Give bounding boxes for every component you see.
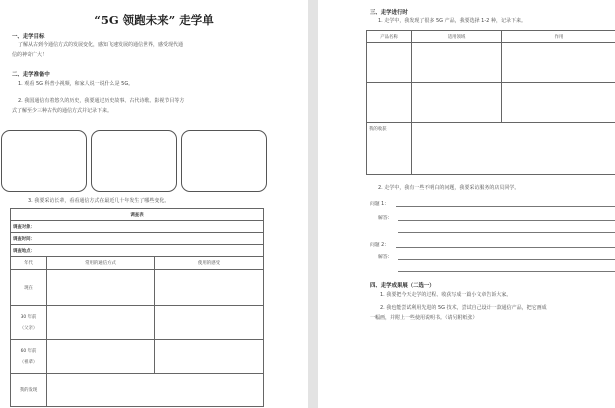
worksheet-page-right: [318, 0, 615, 408]
goal-text-line2: 信的神奇广大！: [12, 52, 48, 58]
survey-object-field[interactable]: 调查对象：: [11, 221, 264, 233]
cell-my-gains[interactable]: [412, 123, 615, 175]
question-2-line[interactable]: [396, 247, 615, 248]
cell-product-2-name[interactable]: [367, 83, 412, 123]
ancient-communication-box-3[interactable]: [181, 130, 267, 192]
results-item-1: 1. 我要把今天走学的过程、收获写成一篇小文章告诉大家。: [380, 292, 512, 298]
prep-item-3: 3. 我要采访长辈，看看通信方式在最近几十年发生了哪些变化。: [28, 198, 170, 204]
cell-now-feeling[interactable]: [155, 270, 264, 306]
ancient-communication-box-2[interactable]: [91, 130, 177, 192]
col-header-function: 作用: [502, 31, 615, 43]
ancient-communication-box-1[interactable]: [1, 130, 87, 192]
row-label-my-finding: 我的发现: [11, 374, 47, 407]
cell-30-way[interactable]: [47, 306, 155, 340]
col-header-feeling: 使用的感受: [155, 257, 264, 270]
prep-item-1: 1. 观看 5G 科普小视频，和家人说一说什么是 5G。: [18, 81, 134, 87]
during-item-1: 1. 走学中，我发现了很多 5G 产品，我要选择 1-2 种，记录下来。: [378, 18, 526, 24]
goal-text-line1: 了解从古到今通信方式的发展变化，感知飞速发展的通信世界，感受现代通: [18, 42, 184, 48]
cell-60-feeling[interactable]: [155, 340, 264, 374]
row-label-60-years-line2: （祖辈）: [19, 360, 38, 365]
during-item-2: 2. 走学中，我有一些不明白的问题，我要采访服务的店员同学。: [378, 185, 520, 191]
answer-2-line-1[interactable]: [398, 259, 615, 260]
cell-product-1-name[interactable]: [367, 43, 412, 83]
cell-product-2-field[interactable]: [412, 83, 502, 123]
cell-now-way[interactable]: [47, 270, 155, 306]
product-table: [366, 30, 615, 175]
question-2-label: 问题 2：: [370, 243, 389, 248]
section-results-heading: 四、走学成果展（二选一）: [370, 283, 435, 289]
results-item-2-line1: 2. 我也能尝试利用先进的 5G 技术，尝试自己设计一款通信产品，把它画成: [380, 305, 547, 311]
section-prep-heading: 二、走学准备中: [12, 72, 50, 78]
col-header-way: 常用的通信方式: [47, 257, 155, 270]
question-1-line[interactable]: [396, 206, 615, 207]
row-label-60-years-line1: 60 年前: [20, 349, 37, 354]
row-label-now: 现在: [11, 270, 47, 306]
prep-item-2-line2: 式了解至少三种古代的通信方式并记录下来。: [12, 108, 113, 114]
row-label-30-years: [11, 306, 47, 340]
row-label-60-years: [11, 340, 47, 374]
cell-product-1-function[interactable]: [502, 43, 615, 83]
col-header-product: 产品名称: [367, 31, 412, 43]
answer-2-line-2[interactable]: [398, 271, 615, 272]
col-header-year: 年代: [11, 257, 47, 270]
survey-table: [10, 208, 264, 407]
section-during-heading: 三、走学进行时: [370, 10, 408, 16]
cell-product-1-field[interactable]: [412, 43, 502, 83]
survey-table-header: 调查表: [11, 209, 264, 221]
prep-item-2-line1: 2. 我国通信有着悠久的历史，我要通过历史故事、古代诗歌、影视节目等方: [18, 98, 185, 104]
answer-1-label: 解答：: [378, 216, 393, 221]
cell-product-2-function[interactable]: [502, 83, 615, 123]
row-label-30-years-line2: （父亲）: [19, 326, 38, 331]
survey-place-field[interactable]: 调查地点：: [11, 245, 264, 257]
answer-1-line-2[interactable]: [398, 232, 615, 233]
section-goal-heading: 一、走学目标: [12, 34, 45, 40]
row-label-my-gains: 我的收获: [367, 123, 412, 175]
col-header-field: 适用领域: [412, 31, 502, 43]
results-item-2-line2: 一幅画，并附上一些使用说明书。（请另附纸张）: [370, 315, 478, 321]
answer-2-label: 解答：: [378, 255, 393, 260]
cell-my-finding[interactable]: [47, 374, 264, 407]
answer-1-line-1[interactable]: [398, 220, 615, 221]
question-1-label: 问题 1：: [370, 202, 389, 207]
row-label-30-years-line1: 30 年前: [20, 315, 37, 320]
cell-60-way[interactable]: [47, 340, 155, 374]
worksheet-title: “5G 领跑未来” 走学单: [94, 13, 214, 27]
survey-time-field[interactable]: 调查时间：: [11, 233, 264, 245]
cell-30-feeling[interactable]: [155, 306, 264, 340]
